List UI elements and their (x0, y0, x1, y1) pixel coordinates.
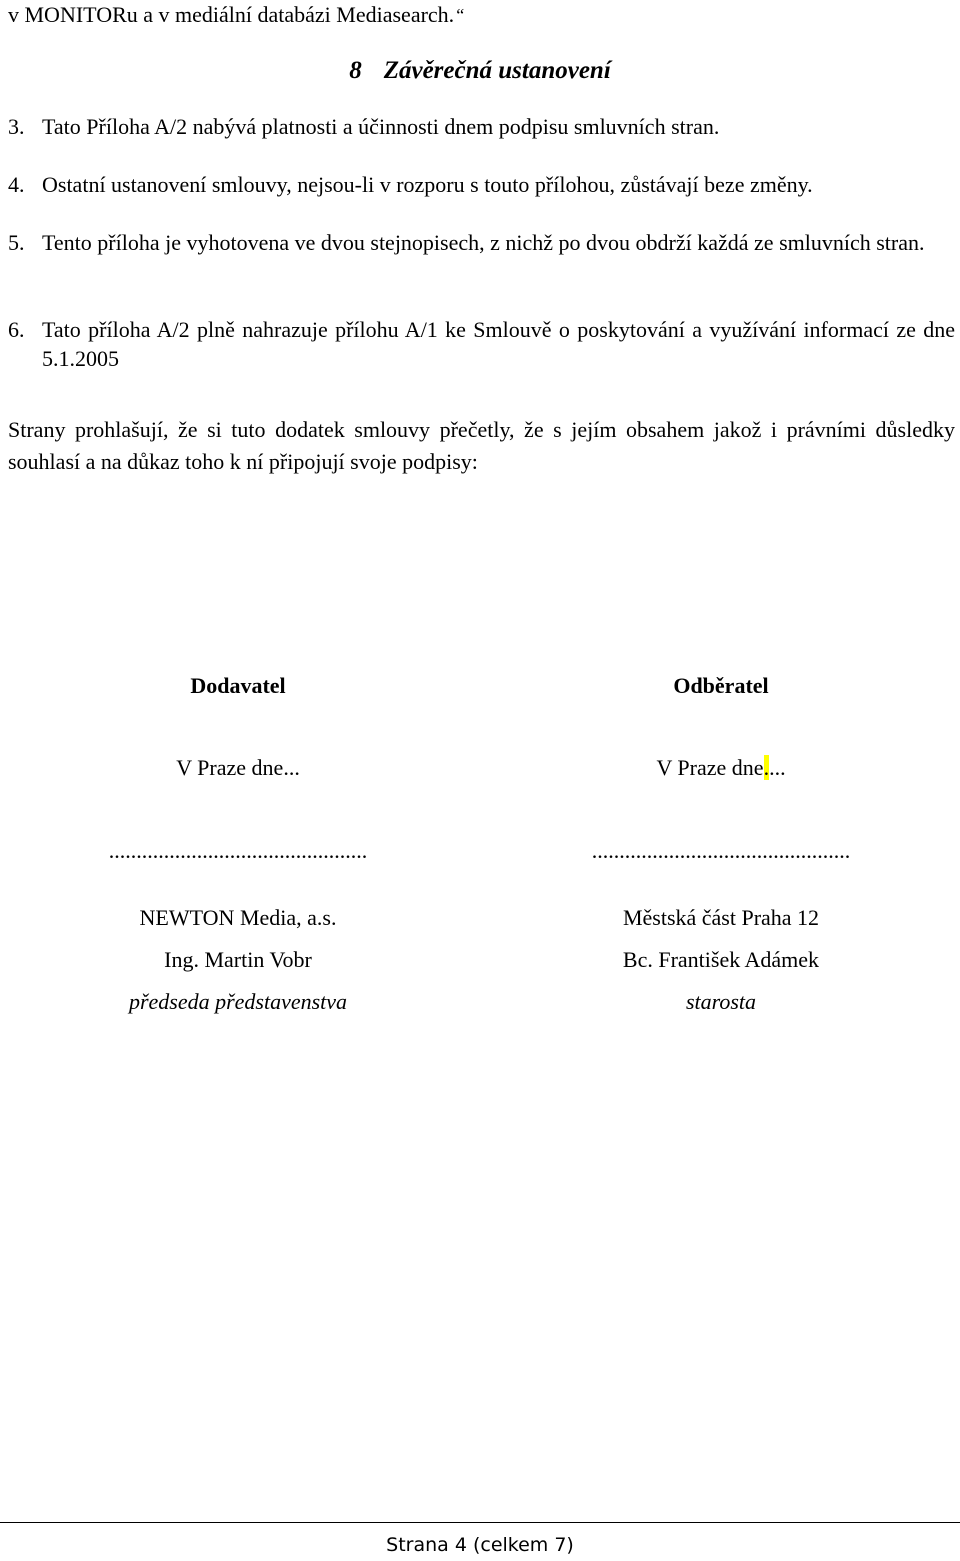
clause-text: Tento příloha je vyhotovena ve dvou stejnopisech, z nichž po dvou obdrží každá ze smluvních stran. (42, 230, 925, 255)
place-date-line (541, 753, 901, 783)
declaration-paragraph: Strany prohlašují, že si tuto dodatek smlouvy přečetly, že s jejím obsahem jakož i právními důsledky souhlasí a na důkaz toho k ní připojují svoje podpisy: (8, 417, 955, 474)
highlighted-dot: . (763, 755, 770, 780)
clause-item (8, 112, 955, 141)
clause-item (8, 170, 955, 199)
clause-item (8, 228, 955, 257)
section-title: Závěrečná ustanovení (383, 57, 611, 84)
continuation-line (8, 0, 464, 30)
signatory-name: Bc. František Adámek (622, 947, 820, 972)
place-prefix: V Praze dne (656, 755, 764, 780)
section-heading (0, 55, 960, 87)
place-date-line (58, 753, 418, 783)
party-label: Odběratel (673, 673, 769, 698)
party-label: Dodavatel (190, 673, 286, 698)
page-footer: Strana 4 (celkem 7) (386, 1534, 574, 1556)
place-dots: ... (769, 755, 786, 780)
place-prefix: V Praze dne (176, 755, 284, 780)
clause-number: 3. (8, 114, 25, 139)
clause-text: Tato Příloha A/2 nabývá platnosti a účinnosti dnem podpisu smluvních stran. (42, 114, 720, 139)
clause-number: 6. (8, 317, 25, 342)
section-number: 8 (349, 57, 362, 84)
clause-item (8, 315, 955, 373)
footer-divider (0, 1522, 960, 1523)
organization-name: NEWTON Media, a.s. (139, 905, 337, 930)
signatory-role: předseda představenstva (128, 989, 348, 1014)
signature-line: ............................................... (108, 838, 368, 863)
signatory-role: starosta (685, 989, 757, 1014)
clause-number: 4. (8, 172, 25, 197)
clause-text: Tato příloha A/2 plně nahrazuje přílohu A/1 ke Smlouvě o poskytování a využívání informací ze dne 5.1.2005 (42, 317, 955, 371)
continuation-text: v MONITORu a v mediální databázi Mediasearch. (8, 2, 455, 27)
signature-line: ............................................... (591, 838, 851, 863)
clause-text: Ostatní ustanovení smlouvy, nejsou-li v rozporu s touto přílohou, zůstávají beze změny. (42, 172, 813, 197)
organization-name: Městská část Praha 12 (622, 905, 820, 930)
place-dots: ... (283, 755, 300, 780)
clause-number: 5. (8, 230, 25, 255)
closing-quote-mark: “ (456, 5, 465, 25)
signatory-name: Ing. Martin Vobr (164, 947, 312, 972)
